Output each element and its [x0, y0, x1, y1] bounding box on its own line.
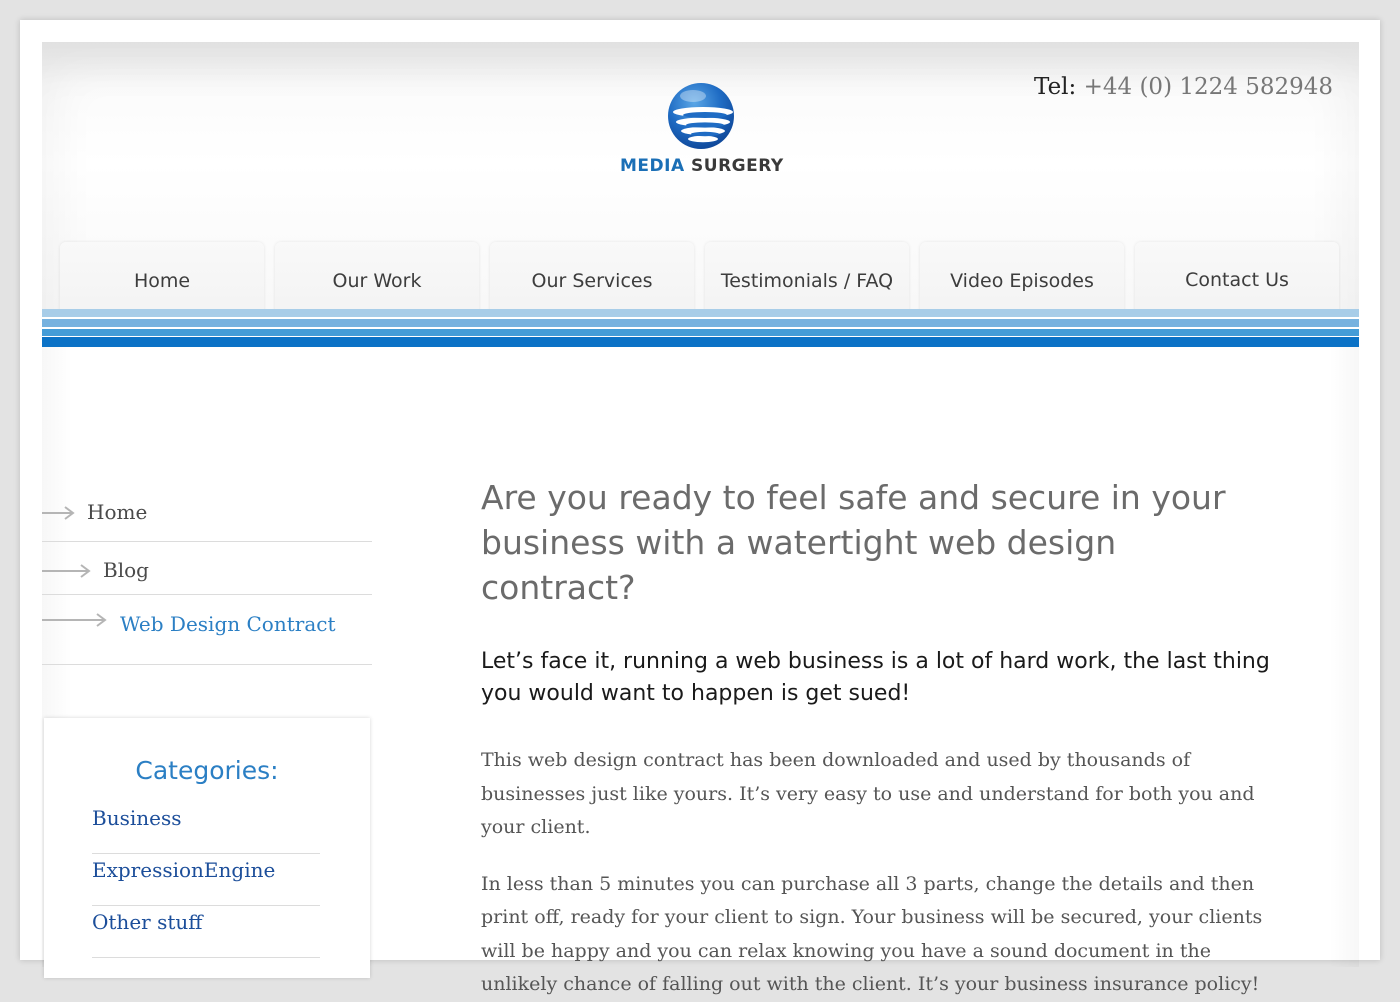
nav-tab-label: Our Work: [332, 270, 422, 292]
page-title: Are you ready to feel safe and secure in your business with a watertight web design contract?: [481, 478, 1226, 607]
logo-word-surgery: SURGERY: [691, 156, 784, 176]
phone-value[interactable]: +44 (0) 1224 582948: [1083, 74, 1333, 100]
nav-tab-label: Home: [133, 270, 191, 292]
striped-globe-icon: [667, 82, 735, 150]
logo-wordmark: [620, 156, 782, 176]
lead-paragraph: Let’s face it, running a web business is a lot of hard work, the last thing you would want to happen is get sued!: [481, 649, 1270, 706]
nav-tab-label: Video Episodes: [950, 270, 1094, 292]
site-header: [42, 42, 1359, 347]
breadcrumb-item-blog[interactable]: [42, 542, 372, 595]
arrow-right-icon: [42, 563, 92, 579]
breadcrumb-label: Blog: [103, 558, 149, 582]
body-paragraph: In less than 5 minutes you can purchase all 3 parts, change the details and then print off, ready for your client to sign. Your business will be secured, your clients will be happy and you can relax knowing you have a sound document in the unlikely chance of falling out with the client. It’s your business insurance policy!: [481, 872, 1263, 995]
main-content: [481, 475, 1271, 1002]
breadcrumb: [42, 484, 372, 665]
nav-tab-label: Testimonials / FAQ: [720, 270, 894, 292]
breadcrumb-item-home[interactable]: [42, 484, 372, 542]
breadcrumb-label: Web Design Contract: [120, 612, 336, 636]
category-link-other-stuff[interactable]: Other stuff: [92, 906, 320, 958]
page: [42, 42, 1359, 995]
category-link-expressionengine[interactable]: ExpressionEngine: [92, 854, 320, 906]
categories-box: [44, 718, 370, 978]
categories-list: [92, 802, 320, 958]
arrow-right-icon: [42, 612, 108, 628]
nav-tab-label: Contact Us: [1185, 269, 1289, 291]
right-edge-shadow: [1329, 347, 1359, 967]
nav-tab-label: Our Services: [531, 270, 653, 292]
breadcrumb-label: Home: [87, 500, 148, 524]
logo-word-media: MEDIA: [620, 156, 685, 176]
header-stripes: [42, 309, 1359, 347]
category-link-business[interactable]: Business: [92, 802, 320, 854]
phone-label: Tel:: [1034, 74, 1077, 100]
phone-number: [1034, 74, 1333, 100]
breadcrumb-item-web-design-contract[interactable]: [42, 595, 372, 665]
site-logo[interactable]: [620, 82, 782, 176]
arrow-right-icon: [42, 505, 76, 521]
body-paragraph: This web design contract has been downloaded and used by thousands of businesses just like yours. It’s very easy to use and understand for both you and your client.: [481, 749, 1255, 838]
categories-title: Categories:: [135, 756, 279, 785]
